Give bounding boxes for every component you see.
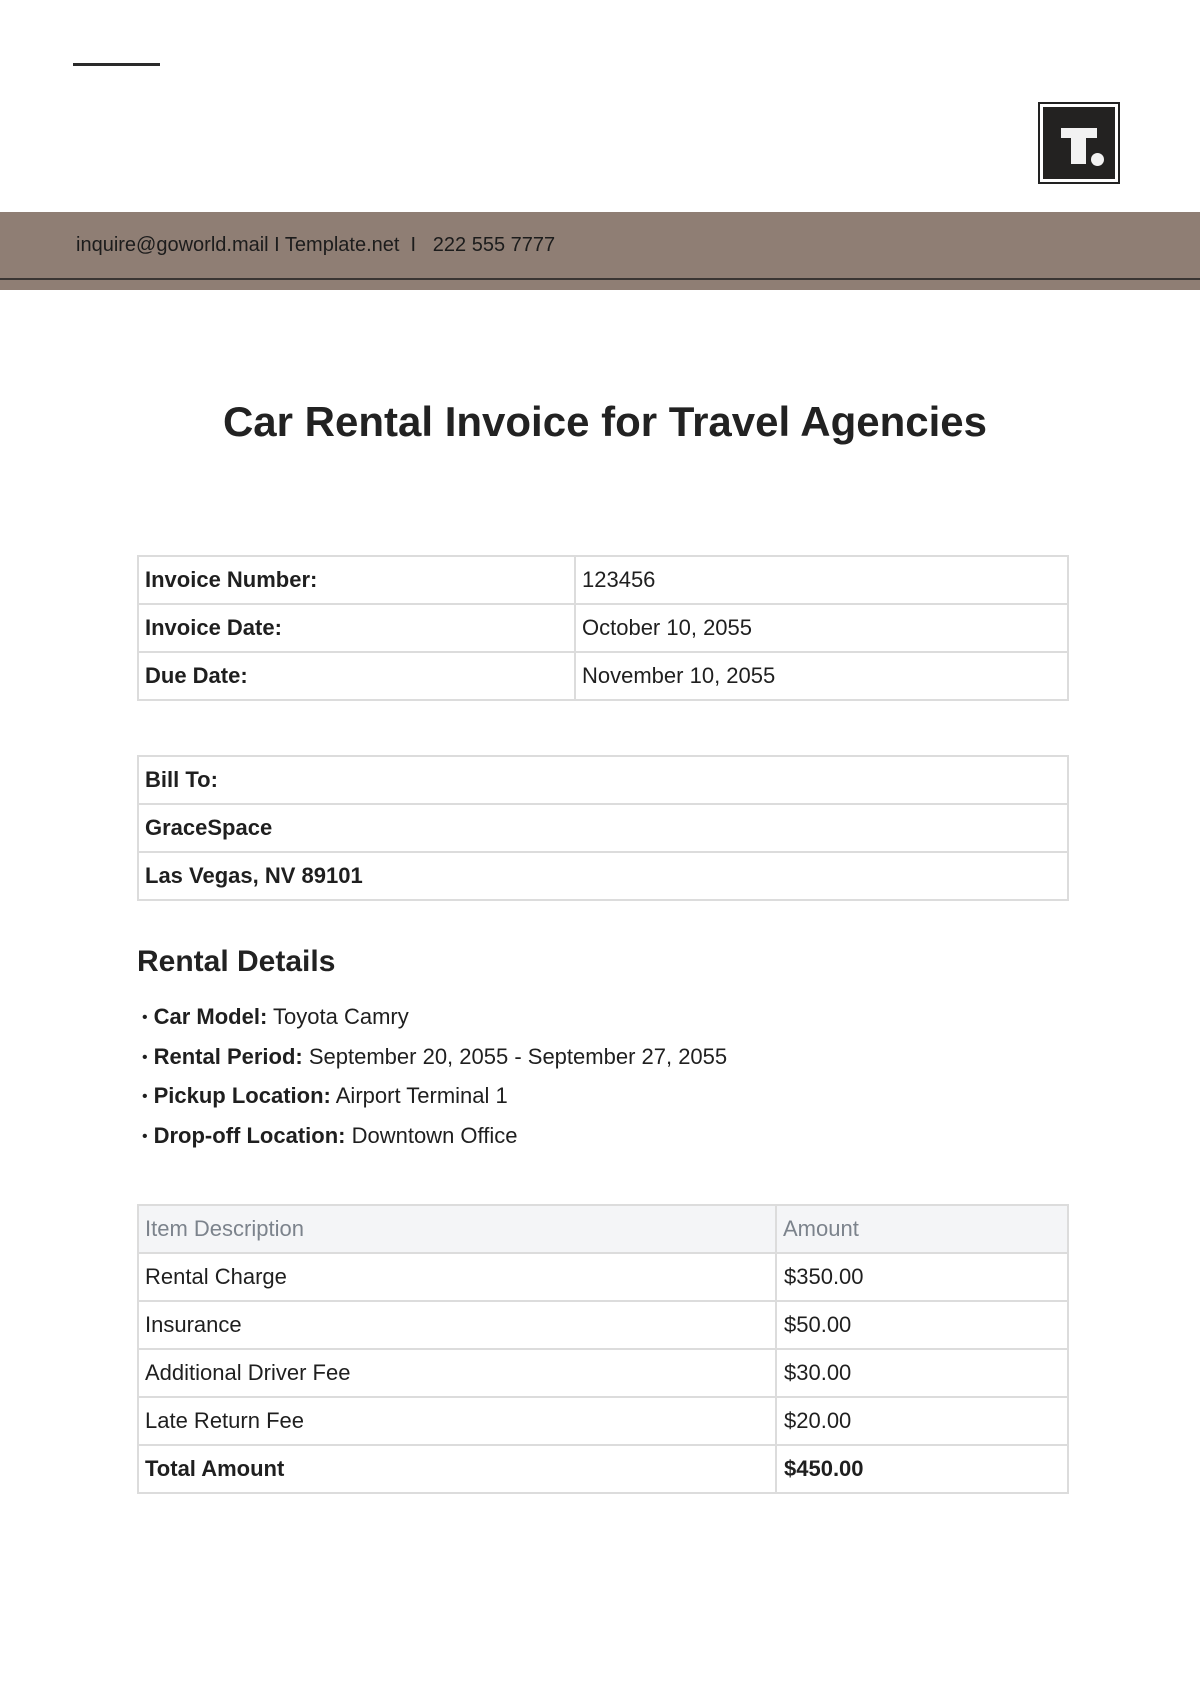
bullet-icon: •	[142, 1127, 148, 1145]
due-date-value: November 10, 2055	[575, 652, 1068, 700]
column-header-amount: Amount	[776, 1205, 1068, 1253]
bill-to-heading: Bill To:	[138, 756, 1068, 804]
item-amount: $30.00	[776, 1349, 1068, 1397]
total-row	[138, 1445, 1068, 1493]
bill-to-table	[137, 755, 1069, 901]
page-title: Car Rental Invoice for Travel Agencies	[222, 398, 988, 445]
item-description: Additional Driver Fee	[138, 1349, 776, 1397]
due-date-label: Due Date:	[138, 652, 575, 700]
invoice-number-label: Invoice Number:	[138, 556, 575, 604]
table-row	[138, 852, 1068, 900]
contact-info: inquire@goworld.mail I Template.net I 222 555 7777	[76, 234, 556, 256]
bill-to-address: Las Vegas, NV 89101	[138, 852, 1068, 900]
total-label: Total Amount	[138, 1445, 776, 1493]
table-row	[138, 804, 1068, 852]
item-description: Insurance	[138, 1301, 776, 1349]
detail-value: Toyota Camry	[267, 1004, 409, 1029]
list-item	[142, 1000, 727, 1040]
contact-band	[0, 212, 1200, 290]
detail-label: Pickup Location:	[153, 1083, 331, 1108]
bill-to-name: GraceSpace	[138, 804, 1068, 852]
column-header-description: Item Description	[138, 1205, 776, 1253]
item-amount: $20.00	[776, 1397, 1068, 1445]
item-amount: $50.00	[776, 1301, 1068, 1349]
invoice-number-value: 123456	[575, 556, 1068, 604]
item-amount: $350.00	[776, 1253, 1068, 1301]
invoice-info-table	[137, 555, 1069, 701]
table-row	[138, 1253, 1068, 1301]
bullet-icon: •	[142, 1048, 148, 1066]
list-item	[142, 1040, 727, 1080]
table-row	[138, 1397, 1068, 1445]
detail-value: Downtown Office	[345, 1122, 518, 1148]
total-amount: $450.00	[776, 1445, 1068, 1493]
table-row	[138, 556, 1068, 604]
bullet-icon: •	[142, 1009, 148, 1026]
invoice-date-label: Invoice Date:	[138, 604, 575, 652]
charges-table	[137, 1204, 1069, 1494]
detail-label: Drop-off Location:	[153, 1122, 346, 1148]
rental-details-heading: Rental Details	[137, 945, 336, 978]
item-description: Rental Charge	[138, 1253, 776, 1301]
rental-details-list	[142, 1000, 727, 1158]
list-item	[142, 1079, 727, 1119]
list-item	[142, 1119, 727, 1159]
detail-value: Airport Terminal 1	[330, 1083, 508, 1108]
table-row	[138, 756, 1068, 804]
table-row	[138, 604, 1068, 652]
table-header-row	[138, 1205, 1068, 1253]
table-row	[138, 1349, 1068, 1397]
template-logo-icon	[1038, 102, 1120, 184]
item-description: Late Return Fee	[138, 1397, 776, 1445]
detail-label: Car Model:	[153, 1004, 268, 1029]
table-row	[138, 652, 1068, 700]
bullet-icon: •	[142, 1088, 148, 1105]
header-accent-line	[73, 63, 160, 66]
table-row	[138, 1301, 1068, 1349]
invoice-date-value: October 10, 2055	[575, 604, 1068, 652]
detail-value: September 20, 2055 - September 27, 2055	[302, 1043, 728, 1069]
band-divider	[0, 278, 1200, 280]
detail-label: Rental Period:	[153, 1043, 303, 1069]
